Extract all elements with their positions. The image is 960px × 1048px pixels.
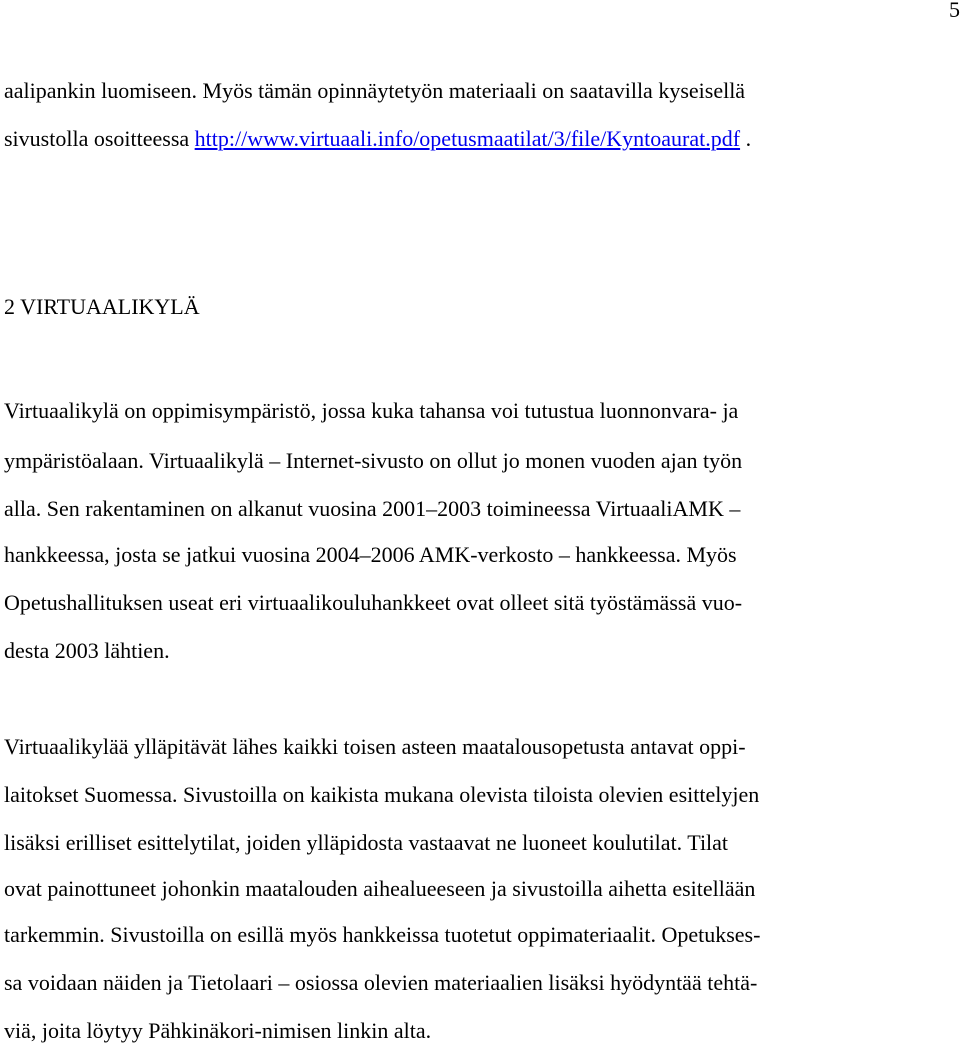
paragraph-line: lisäksi erilliset esittelytilat, joiden ylläpidosta vastaavat ne luoneet koulutilat. Tilat bbox=[4, 830, 729, 855]
paragraph-line: hankkeessa, josta se jatkui vuosina 2004–2006 AMK-verkosto – hankkeessa. Myös bbox=[4, 542, 737, 567]
document-link[interactable]: http://www.virtuaali.info/opetusmaatilat/3/file/Kyntoaurat.pdf bbox=[194, 126, 741, 151]
link-prefix-text: sivustolla osoitteessa bbox=[4, 126, 195, 151]
body-text-line bbox=[4, 125, 751, 153]
body-text-line: aalipankin luomiseen. Myös tämän opinnäytetyön materiaali on saatavilla kyseisellä bbox=[4, 78, 746, 103]
paragraph-line: ympäristöalaan. Virtuaalikylä – Internet-sivusto on ollut jo monen vuoden ajan työn bbox=[4, 448, 743, 473]
paragraph-line: ovat painottuneet johonkin maatalouden aihealueeseen ja sivustoilla aihetta esitellään bbox=[4, 876, 756, 901]
link-suffix-text: . bbox=[740, 126, 752, 151]
paragraph-line: laitokset Suomessa. Sivustoilla on kaikista mukana olevista tiloista olevien esittelyjen bbox=[4, 782, 760, 807]
page-number: 5 bbox=[949, 0, 960, 22]
paragraph-line: Virtuaalikylä on oppimisympäristö, jossa kuka tahansa voi tutustua luonnonvara- ja bbox=[4, 398, 739, 423]
paragraph-line: viä, joita löytyy Pähkinäkori-nimisen linkin alta. bbox=[4, 1018, 432, 1043]
section-heading: 2 VIRTUAALIKYLÄ bbox=[4, 294, 200, 319]
paragraph-line: desta 2003 lähtien. bbox=[4, 638, 170, 663]
paragraph-line: Opetushallituksen useat eri virtuaalikouluhankkeet ovat olleet sitä työstämässä vuo- bbox=[4, 590, 743, 615]
paragraph-line: tarkemmin. Sivustoilla on esillä myös hankkeissa tuotetut oppimateriaalit. Opetukses- bbox=[4, 922, 761, 947]
paragraph-line: alla. Sen rakentaminen on alkanut vuosina 2001–2003 toimineessa VirtuaaliAMK – bbox=[4, 496, 741, 521]
paragraph-line: Virtuaalikylää ylläpitävät lähes kaikki toisen asteen maatalousopetusta antavat oppi- bbox=[4, 734, 746, 759]
paragraph-line: sa voidaan näiden ja Tietolaari – osiossa olevien materiaalien lisäksi hyödyntää tehtä- bbox=[4, 970, 758, 995]
